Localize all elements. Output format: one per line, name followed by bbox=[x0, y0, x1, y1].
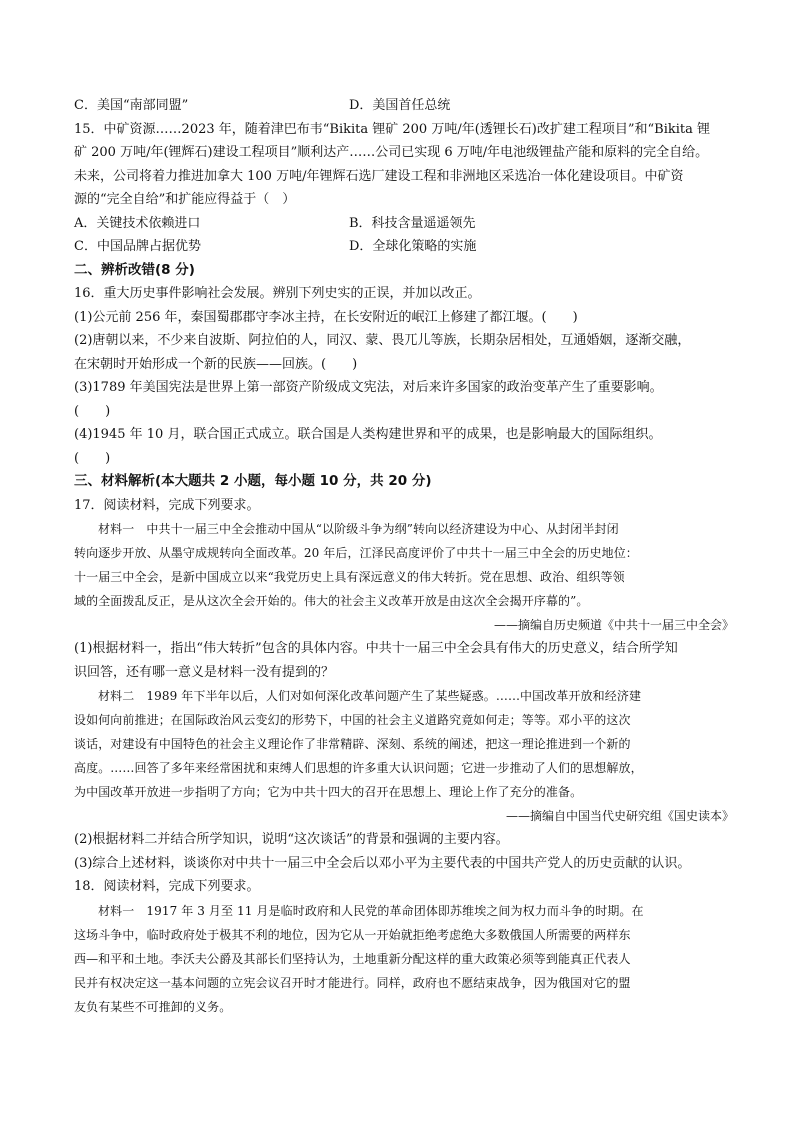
q16-line: (2)唐朝以来，不少来自波斯、阿拉伯的人，同汉、蒙、畏兀儿等族，长期杂居相处，互通婚姻，逐渐交融， bbox=[74, 333, 691, 348]
q17-stem: 17．阅读材料，完成下列要求。 bbox=[74, 497, 260, 513]
q16-line: ( ) bbox=[74, 450, 111, 466]
q15-option-d: D．全球化策略的实施 bbox=[349, 239, 477, 254]
material-line: 转向逐步开放、从墨守成规转向全面改革。20 年后，江泽民高度评价了中共十一届三中全会的历史地位： bbox=[74, 546, 638, 560]
q17-question-1: (1)根据材料一，指出“伟大转折”包含的具体内容。中共十一届三中全会具有伟大的历史意义，结合所学知 bbox=[74, 641, 678, 656]
q15-stem-line: 15．中矿资源……2023 年，随着津巴布韦“Bikita 锂矿 200 万吨/年(透锂长石)改扩建工程项目”和“Bikita 锂 bbox=[74, 121, 711, 137]
q15-option-b: B．科技含量遥遥领先 bbox=[349, 215, 476, 231]
q15-options-row2 bbox=[74, 235, 734, 259]
q17-material-1 bbox=[74, 517, 734, 637]
q15-options-row1 bbox=[74, 212, 734, 236]
q17-question-2: (2)根据材料二并结合所学知识，说明“这次谈话”的背景和强调的主要内容。 bbox=[74, 832, 509, 847]
material-line: 西—和平和土地。李沃夫公爵及其部长们坚持认为，土地重新分配这样的重大政策必须等到能真正代表人 bbox=[74, 951, 631, 966]
q16-line: ( ) bbox=[74, 403, 111, 419]
q17-question-1: 识回答，还有哪一意义是材料一没有提到的？ bbox=[74, 664, 335, 680]
material-line: 材料一 1917 年 3 月至 11 月是临时政府和人民党的革命团体即苏维埃之间为权力而斗争的时期。在 bbox=[98, 903, 644, 918]
section2-heading: 二、辨析改错(8 分) bbox=[74, 261, 195, 278]
material-line: 这场斗争中，临时政府处于极其不利的地位，因为它从一开始就拒绝考虑绝大多数俄国人所需要的两样东 bbox=[74, 927, 631, 942]
q14-options bbox=[74, 94, 734, 118]
material-line: 高度。……回答了多年来经常困扰和束缚人们思想的许多重大认识问题；它进一步推动了人们的思想解放， bbox=[74, 761, 643, 775]
q15-stem-line: 未来，公司将着力推进加拿大 100 万吨/年锂辉石选厂建设工程和非洲地区采选冶一体化建设项目。中矿资 bbox=[74, 168, 684, 184]
q15-stem-line: 源的“完全自给”和扩能应得益于（ ） bbox=[74, 192, 296, 207]
q14-option-c: C．美国“南部同盟” bbox=[74, 98, 189, 113]
q18-material-1 bbox=[74, 899, 734, 1019]
q16-line: (4)1945 年 10 月，联合国正式成立。联合国是人类构建世界和平的成果，也是影响最大的国际组织。 bbox=[74, 427, 662, 442]
q15-option-c: C．中国品牌占据优势 bbox=[74, 239, 201, 254]
material-line: 友负有某些不可推卸的义务。 bbox=[74, 999, 232, 1014]
q14-option-d: D．美国首任总统 bbox=[349, 98, 451, 113]
exam-content bbox=[74, 94, 734, 1019]
q15-stem-line: 矿 200 万吨/年(锂辉石)建设工程项目”顺利达产……公司已实现 6 万吨/年电池级锂盐产能和原料的完全自给。 bbox=[74, 145, 709, 160]
q16 bbox=[74, 282, 734, 470]
material-line: 谈话，对建设有中国特色的社会主义理论作了非常精辟、深刻、系统的阐述，把这一理论推进到一个新的 bbox=[74, 737, 631, 751]
q16-line: 在宋朝时开始形成一个新的民族——回族。( ) bbox=[74, 356, 358, 372]
q16-line: (3)1789 年美国宪法是世界上第一部资产阶级成文宪法，对后来许多国家的政治变革产生了重要影响。 bbox=[74, 380, 663, 395]
material-line: 材料一 中共十一届三中全会推动中国从“以阶级斗争为纲”转向以经济建设为中心、从封闭半封闭 bbox=[98, 522, 619, 536]
material-line: 材料二 1989 年下半年以后，人们对如何深化改革问题产生了某些疑惑。……中国改革开放和经济建 bbox=[98, 689, 642, 703]
material-line: 民并有权决定这一基本问题的立宪会议召开时才能进行。同样，政府也不愿结束战争，因为俄国对它的盟 bbox=[74, 975, 631, 990]
material-source: ——摘编自中国当代史研究组《国史读本》 bbox=[505, 809, 734, 823]
section3-heading: 三、材料解析(本大题共 2 小题，每小题 10 分，共 20 分) bbox=[74, 473, 432, 489]
q16-line: 16．重大历史事件影响社会发展。辨别下列史实的正误，并加以改正。 bbox=[74, 286, 481, 301]
q16-line: (1)公元前 256 年，秦国蜀郡郡守李冰主持，在长安附近的岷江上修建了都江堰。( ) bbox=[74, 309, 578, 325]
material-line: 为中国改革开放进一步指明了方向；它为中共十四大的召开在思想上、理论上作了充分的准备。 bbox=[74, 785, 583, 799]
q15-option-a: A．关键技术依赖进口 bbox=[74, 215, 201, 231]
material-source: ——摘编自历史频道《中共十一届三中全会》 bbox=[493, 618, 734, 632]
material-line: 设如何向前推进；在国际政治风云变幻的形势下，中国的社会主义道路究竟如何走；等等。邓小平的这次 bbox=[74, 713, 631, 727]
q15 bbox=[74, 118, 734, 259]
material-line: 十一届三中全会，是新中国成立以来“我党历史上具有深远意义的伟大转折。党在思想、政治、组织等领 bbox=[74, 570, 625, 584]
material-line: 域的全面拨乱反正，是从这次全会开始的。伟大的社会主义改革开放是由这次全会揭开序幕的”。 bbox=[74, 594, 589, 608]
q18-stem: 18．阅读材料，完成下列要求。 bbox=[74, 879, 260, 894]
q17-question-3: (3)综合上述材料，谈谈你对中共十一届三中全会后以邓小平为主要代表的中国共产党人的历史贡献的认识。 bbox=[74, 855, 691, 871]
q17-material-2 bbox=[74, 684, 734, 828]
